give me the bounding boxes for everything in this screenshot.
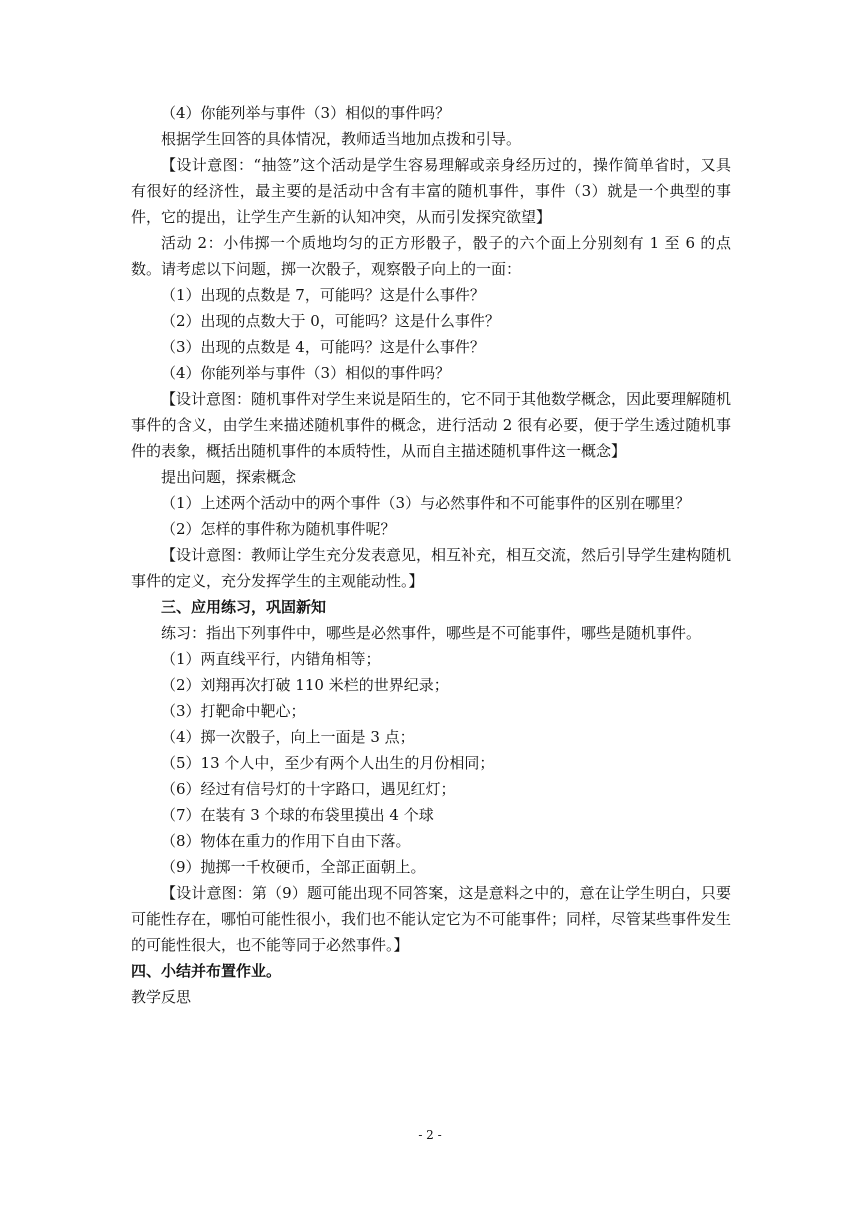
design-intent-paragraph-2: 【设计意图：随机事件对学生来说是陌生的，它不同于其他数学概念，因此要理解随机事件的含义，由学生来描述随机事件的概念，进行活动 2 很有必要，便于学生透过随机事件的表象，概括出随机事件的本质特性，从而自主描述随机事件这一概念】 bbox=[131, 390, 732, 460]
activity-2-question-3: （3）出现的点数是 4，可能吗？这是什么事件？ bbox=[161, 338, 485, 356]
exercise-item-3: （3）打靶命中靶心； bbox=[161, 702, 306, 720]
activity-2-question-1: （1）出现的点数是 7，可能吗？这是什么事件？ bbox=[161, 286, 485, 304]
section-3-heading: 三、应用练习，巩固新知 bbox=[161, 598, 327, 616]
exercise-item-5: （5）13 个人中，至少有两个人出生的月份相同； bbox=[161, 754, 495, 772]
design-intent-paragraph-3: 【设计意图：教师让学生充分发表意见，相互补充，相互交流，然后引导学生建构随机事件的定义，充分发挥学生的主观能动性。】 bbox=[131, 546, 732, 590]
concept-question-1: （1）上述两个活动中的两个事件（3）与必然事件和不可能事件的区别在哪里？ bbox=[161, 494, 691, 512]
exercise-item-8: （8）物体在重力的作用下自由下落。 bbox=[161, 832, 411, 850]
exercise-intro: 练习：指出下列事件中，哪些是必然事件，哪些是不可能事件，哪些是随机事件。 bbox=[161, 624, 702, 642]
exercise-item-4: （4）掷一次骰子，向上一面是 3 点； bbox=[161, 728, 415, 746]
teacher-guidance-line: 根据学生回答的具体情况，教师适当地加点拨和引导。 bbox=[161, 130, 522, 148]
exercise-item-2: （2）刘翔再次打破 110 米栏的世界纪录； bbox=[161, 676, 449, 694]
activity-2-paragraph: 活动 2：小伟掷一个质地均匀的正方形骰子，骰子的六个面上分别刻有 1 至 6 的点数。请考虑以下问题，掷一次骰子，观察骰子向上的一面： bbox=[131, 234, 731, 278]
concept-question-2: （2）怎样的事件称为随机事件呢？ bbox=[161, 520, 396, 538]
pose-question-heading: 提出问题，探索概念 bbox=[161, 468, 297, 486]
document-body bbox=[131, 100, 731, 1010]
activity-2-question-2: （2）出现的点数大于 0，可能吗？这是什么事件？ bbox=[161, 312, 500, 330]
teaching-reflection-label: 教学反思 bbox=[131, 988, 192, 1006]
question-4-line: （4）你能列举与事件（3）相似的事件吗？ bbox=[161, 104, 451, 122]
design-intent-paragraph-4: 【设计意图：第（9）题可能出现不同答案，这是意料之中的，意在让学生明白，只要可能性存在，哪怕可能性很小，我们也不能认定它为不可能事件；同样，尽管某些事件发生的可能性很大，也不能等同于必然事件。】 bbox=[131, 884, 732, 954]
exercise-item-1: （1）两直线平行，内错角相等； bbox=[161, 650, 381, 668]
activity-2-question-4: （4）你能列举与事件（3）相似的事件吗？ bbox=[161, 364, 451, 382]
exercise-item-6: （6）经过有信号灯的十字路口，遇见红灯； bbox=[161, 780, 456, 798]
exercise-item-7: （7）在装有 3 个球的布袋里摸出 4 个球 bbox=[161, 806, 434, 824]
section-4-heading: 四、小结并布置作业。 bbox=[131, 962, 282, 980]
page-number: - 2 - bbox=[418, 1128, 442, 1142]
exercise-item-9: （9）抛掷一千枚硬币，全部正面朝上。 bbox=[161, 858, 426, 876]
design-intent-paragraph-1: 【设计意图：“抽签”这个活动是学生容易理解或亲身经历过的，操作简单省时，又具有很好的经济性，最主要的是活动中含有丰富的随机事件，事件（3）就是一个典型的事件，它的提出，让学生产生新的认知冲突，从而引发探究欲望】 bbox=[131, 156, 731, 226]
